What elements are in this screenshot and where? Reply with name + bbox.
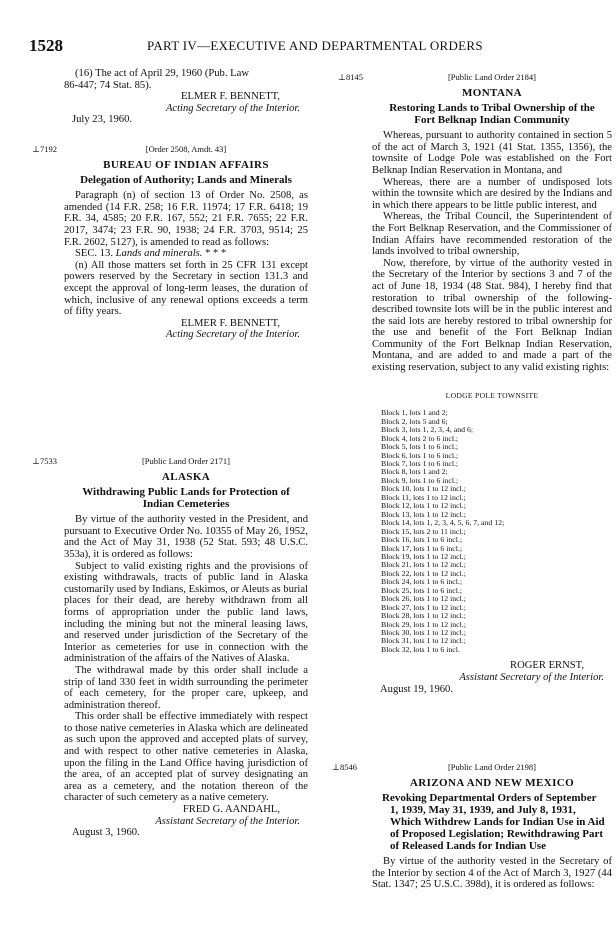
- paragraph: By virtue of the authority vested in the Secretary of the Interior by section 4 of the Act of March 3, 1927 (44 Stat. 1347; 25 U.S.C. 398d), it is ordered as follows:: [372, 856, 612, 891]
- townsite-table-title: LODGE POLE TOWNSITE: [445, 390, 539, 400]
- block-lot-row: Block 11, lots 1 to 12 incl.;: [381, 492, 466, 502]
- paragraph: The withdrawal made by this order shall include a strip of land 330 feet in width surrounding the perimeter of each cemetery, for the proper care, upkeep, and administration thereof.: [64, 664, 308, 711]
- block-lot-row: Block 1, lots 1 and 2;: [381, 408, 448, 418]
- section-stars: * * *: [205, 248, 227, 260]
- block-lot-row: Block 8, lots 1 and 2;: [381, 467, 448, 477]
- block-lot-row: Block 25, lots 1 to 6 incl.;: [381, 585, 462, 595]
- signer-name: ELMER F. BENNETT,: [181, 317, 280, 329]
- paragraph: Whereas, there are a number of undisposed lots within the townsite which are desired by the Indians and in which there appears to be little public interest, and: [372, 176, 612, 211]
- block-lot-row: Block 6, lots 1 to 6 incl.;: [381, 450, 459, 460]
- block-lot-row: Block 15, lots 2 to 11 incl.;: [381, 526, 466, 536]
- doc2-order: [64, 143, 308, 341]
- block-lot-row: Block 32, lots 1 to 6 incl.: [381, 644, 460, 654]
- block-lot-row: Block 5, lots 1 to 6 incl.;: [381, 442, 459, 452]
- signer-name: ROGER ERNST,: [510, 660, 584, 672]
- paragraph: By virtue of the authority vested in the President, and pursuant to Executive Order No. 10355 of May 26, 1952, and the Act of May 31, 1938 (52 Stat. 593; 48 U.S.C. 353a), it is ordered as follows:: [64, 514, 308, 560]
- signer-name: ELMER F. BENNETT,: [181, 91, 280, 103]
- fr-page-marker: ⊥7192: [32, 144, 57, 154]
- signer-name: FRED G. AANDAHL,: [182, 804, 280, 816]
- doc4-order: [372, 71, 612, 695]
- signing-date: August 19, 1960.: [380, 683, 453, 695]
- docket-number: [Public Land Order 2171]: [141, 456, 231, 466]
- fr-page-marker: ⊥8145: [338, 72, 363, 82]
- block-lot-row: Block 4, lots 2 to 6 incl.;: [381, 433, 459, 443]
- agency-heading: MONTANA: [461, 86, 523, 99]
- section-heading: [64, 248, 308, 260]
- paragraph: Whereas, the Tribal Council, the Superintendent of the Fort Belknap Reservation, and the Commissioner of Indian Affairs have recommended restoration of the lands involved to tribal ownership,: [372, 211, 612, 258]
- docket-number: [Order 2508, Amdt. 43]: [145, 144, 227, 154]
- doc1-line: 86-447; 74 Stat. 85).: [64, 79, 152, 91]
- block-lot-row: Block 3, lots 1, 2, 3, 4, and 6;: [381, 425, 474, 435]
- docket-number: [Public Land Order 2184]: [447, 72, 537, 82]
- block-lot-row: Block 30, lots 1 to 12 incl.;: [381, 628, 466, 638]
- block-lot-row: Block 17, lots 1 to 6 incl.;: [381, 543, 462, 553]
- paragraph: Whereas, pursuant to authority contained in section 5 of the act of March 3, 1921 (41 Stat. 1355, 1356), the townsite of Lodge Pole was established on the Fort Belknap Indian Reservation in Montana, and: [372, 130, 612, 176]
- agency-heading: ALASKA: [161, 470, 211, 483]
- block-lot-row: Block 22, lots 1 to 12 incl.;: [381, 568, 466, 578]
- block-lot-row: Block 16, lots 1 to 6 incl.;: [381, 535, 462, 545]
- order-heading: Revoking Departmental Orders of September 1, 1939, May 31, 1939, and July 8, 1931, Which Withdrew Lands for Indian Use in Aid of Proposed Legislation; Rewithdrawing Part of Released Lands for Indian Use: [382, 792, 605, 853]
- signer-title: Assistant Secretary of the Interior.: [459, 671, 604, 683]
- block-lot-row: Block 19, lots 1 to 12 incl.;: [381, 551, 466, 561]
- fr-page-marker: ⊥8546: [332, 762, 357, 772]
- doc5-order: [372, 761, 612, 891]
- block-lot-row: Block 7, lots 1 to 6 incl.;: [381, 458, 459, 468]
- doc1-line: (16) The act of April 29, 1960 (Pub. Law: [75, 68, 249, 79]
- section-label: SEC. 13.: [75, 248, 113, 260]
- order-heading: Delegation of Authority; Lands and Minerals: [80, 174, 292, 187]
- signer-title: Acting Secretary of the Interior.: [165, 329, 300, 341]
- docket-number: [Public Land Order 2198]: [447, 762, 537, 772]
- block-lot-row: Block 10, lots 1 to 12 incl.;: [381, 484, 466, 494]
- signer-title: Acting Secretary of the Interior.: [165, 102, 300, 114]
- block-lot-row: Block 14, lots 1, 2, 3, 4, 5, 6, 7, and 12;: [381, 518, 505, 528]
- running-head: PART IV—EXECUTIVE AND DEPARTMENTAL ORDERS: [147, 38, 483, 53]
- paragraph: Paragraph (n) of section 13 of Order No. 2508, as amended (14 F.R. 258; 16 F.R. 11974; 17 F.R. 6418; 19 F.R. 34, 4585; 20 F.R. 167, 552; 21 F.R. 7655; 22 F.R. 2017, 3474; 23 F.R. 90, 1938; 24 F.R. 3703, 9514; 25 F.R. 2602, 5127), is amended to read as follows:: [64, 190, 308, 248]
- block-lot-row: Block 31, lots 1 to 12 incl.;: [381, 636, 466, 646]
- block-lot-row: Block 28, lots 1 to 12 incl.;: [381, 611, 466, 621]
- block-lot-row: Block 2, lots 5 and 6;: [381, 416, 448, 426]
- paragraph: This order shall be effective immediately with respect to those native cemeteries in Alaska which are delineated as such upon the approved and accepted plats of survey, and with respect to other native cemeteries in Alaska, upon the filing in the Land Office having jurisdiction of the area, of an accepted plat of survey designating an area as a cemetery, and the notation thereon of the character of such cemetery as a native cemetery.: [64, 711, 308, 804]
- order-heading: Withdrawing Public Lands for Protection of Indian Cemeteries: [82, 486, 290, 511]
- doc1-tail: [64, 68, 308, 126]
- page-number: 1528: [29, 36, 63, 55]
- order-heading: Restoring Lands to Tribal Ownership of the Fort Belknap Indian Community: [389, 102, 595, 127]
- block-lot-row: Block 21, lots 1 to 12 incl.;: [381, 560, 466, 570]
- paragraph: (n) All those matters set forth in 25 CFR 131 except powers reserved by the Secretary in section 131.3 and except the approval of long-term leases, the duration of which, inclusive of any renewal options exceeds a term of fifty years.: [64, 259, 308, 318]
- paragraph: Now, therefore, by virtue of the authority vested in the Secretary of the Interior by sections 3 and 7 of the act of June 18, 1934 (48 Stat. 984), I hereby find that restoration to tribal ownership of the following-described townsite lots will be in the public interest and the said lots are hereby restored to tribal ownership for the use and benefit of the Fort Belknap Indian Community of the Fort Belknap Indian Reservation, Montana, and are added to and made a part of the existing reservation, subject to any valid existing rights:: [372, 257, 612, 374]
- fr-page-marker: ⊥7533: [32, 456, 57, 466]
- signer-title: Assistant Secretary of the Interior.: [155, 815, 300, 827]
- townsite-block-list: [381, 409, 612, 654]
- signing-date: July 23, 1960.: [72, 114, 133, 126]
- agency-heading: ARIZONA AND NEW MEXICO: [409, 776, 575, 789]
- page-header: [29, 36, 609, 58]
- section-title: Lands and minerals.: [115, 248, 203, 260]
- paragraph: Subject to valid existing rights and the provisions of existing withdrawals, tracts of public land in Alaska customarily used by Indians, Eskimos, or Aleuts as burial places for their dead, are hereby withdrawn from all forms of appropriation under the public land laws, including the mining but not the mineral leasing laws, and reserved under jurisdiction of the Secretary of the Interior as cemeteries for use in connection with the administration of the affairs of the Natives of Alaska.: [64, 560, 308, 665]
- agency-heading: BUREAU OF INDIAN AFFAIRS: [103, 158, 269, 171]
- doc3-order: [64, 455, 308, 839]
- block-lot-row: Block 12, lots 1 to 12 incl.;: [381, 501, 466, 511]
- block-lot-row: Block 24, lots 1 to 6 incl.;: [381, 577, 462, 587]
- block-lot-row: Block 13, lots 1 to 12 incl.;: [381, 509, 466, 519]
- signing-date: August 3, 1960.: [72, 827, 140, 839]
- block-lot-row: Block 26, lots 1 to 12 incl.;: [381, 594, 466, 604]
- block-lot-row: Block 9, lots 1 to 6 incl.;: [381, 475, 459, 485]
- block-lot-row: Block 29, lots 1 to 12 incl.;: [381, 619, 466, 629]
- block-lot-row: Block 27, lots 1 to 12 incl.;: [381, 602, 466, 612]
